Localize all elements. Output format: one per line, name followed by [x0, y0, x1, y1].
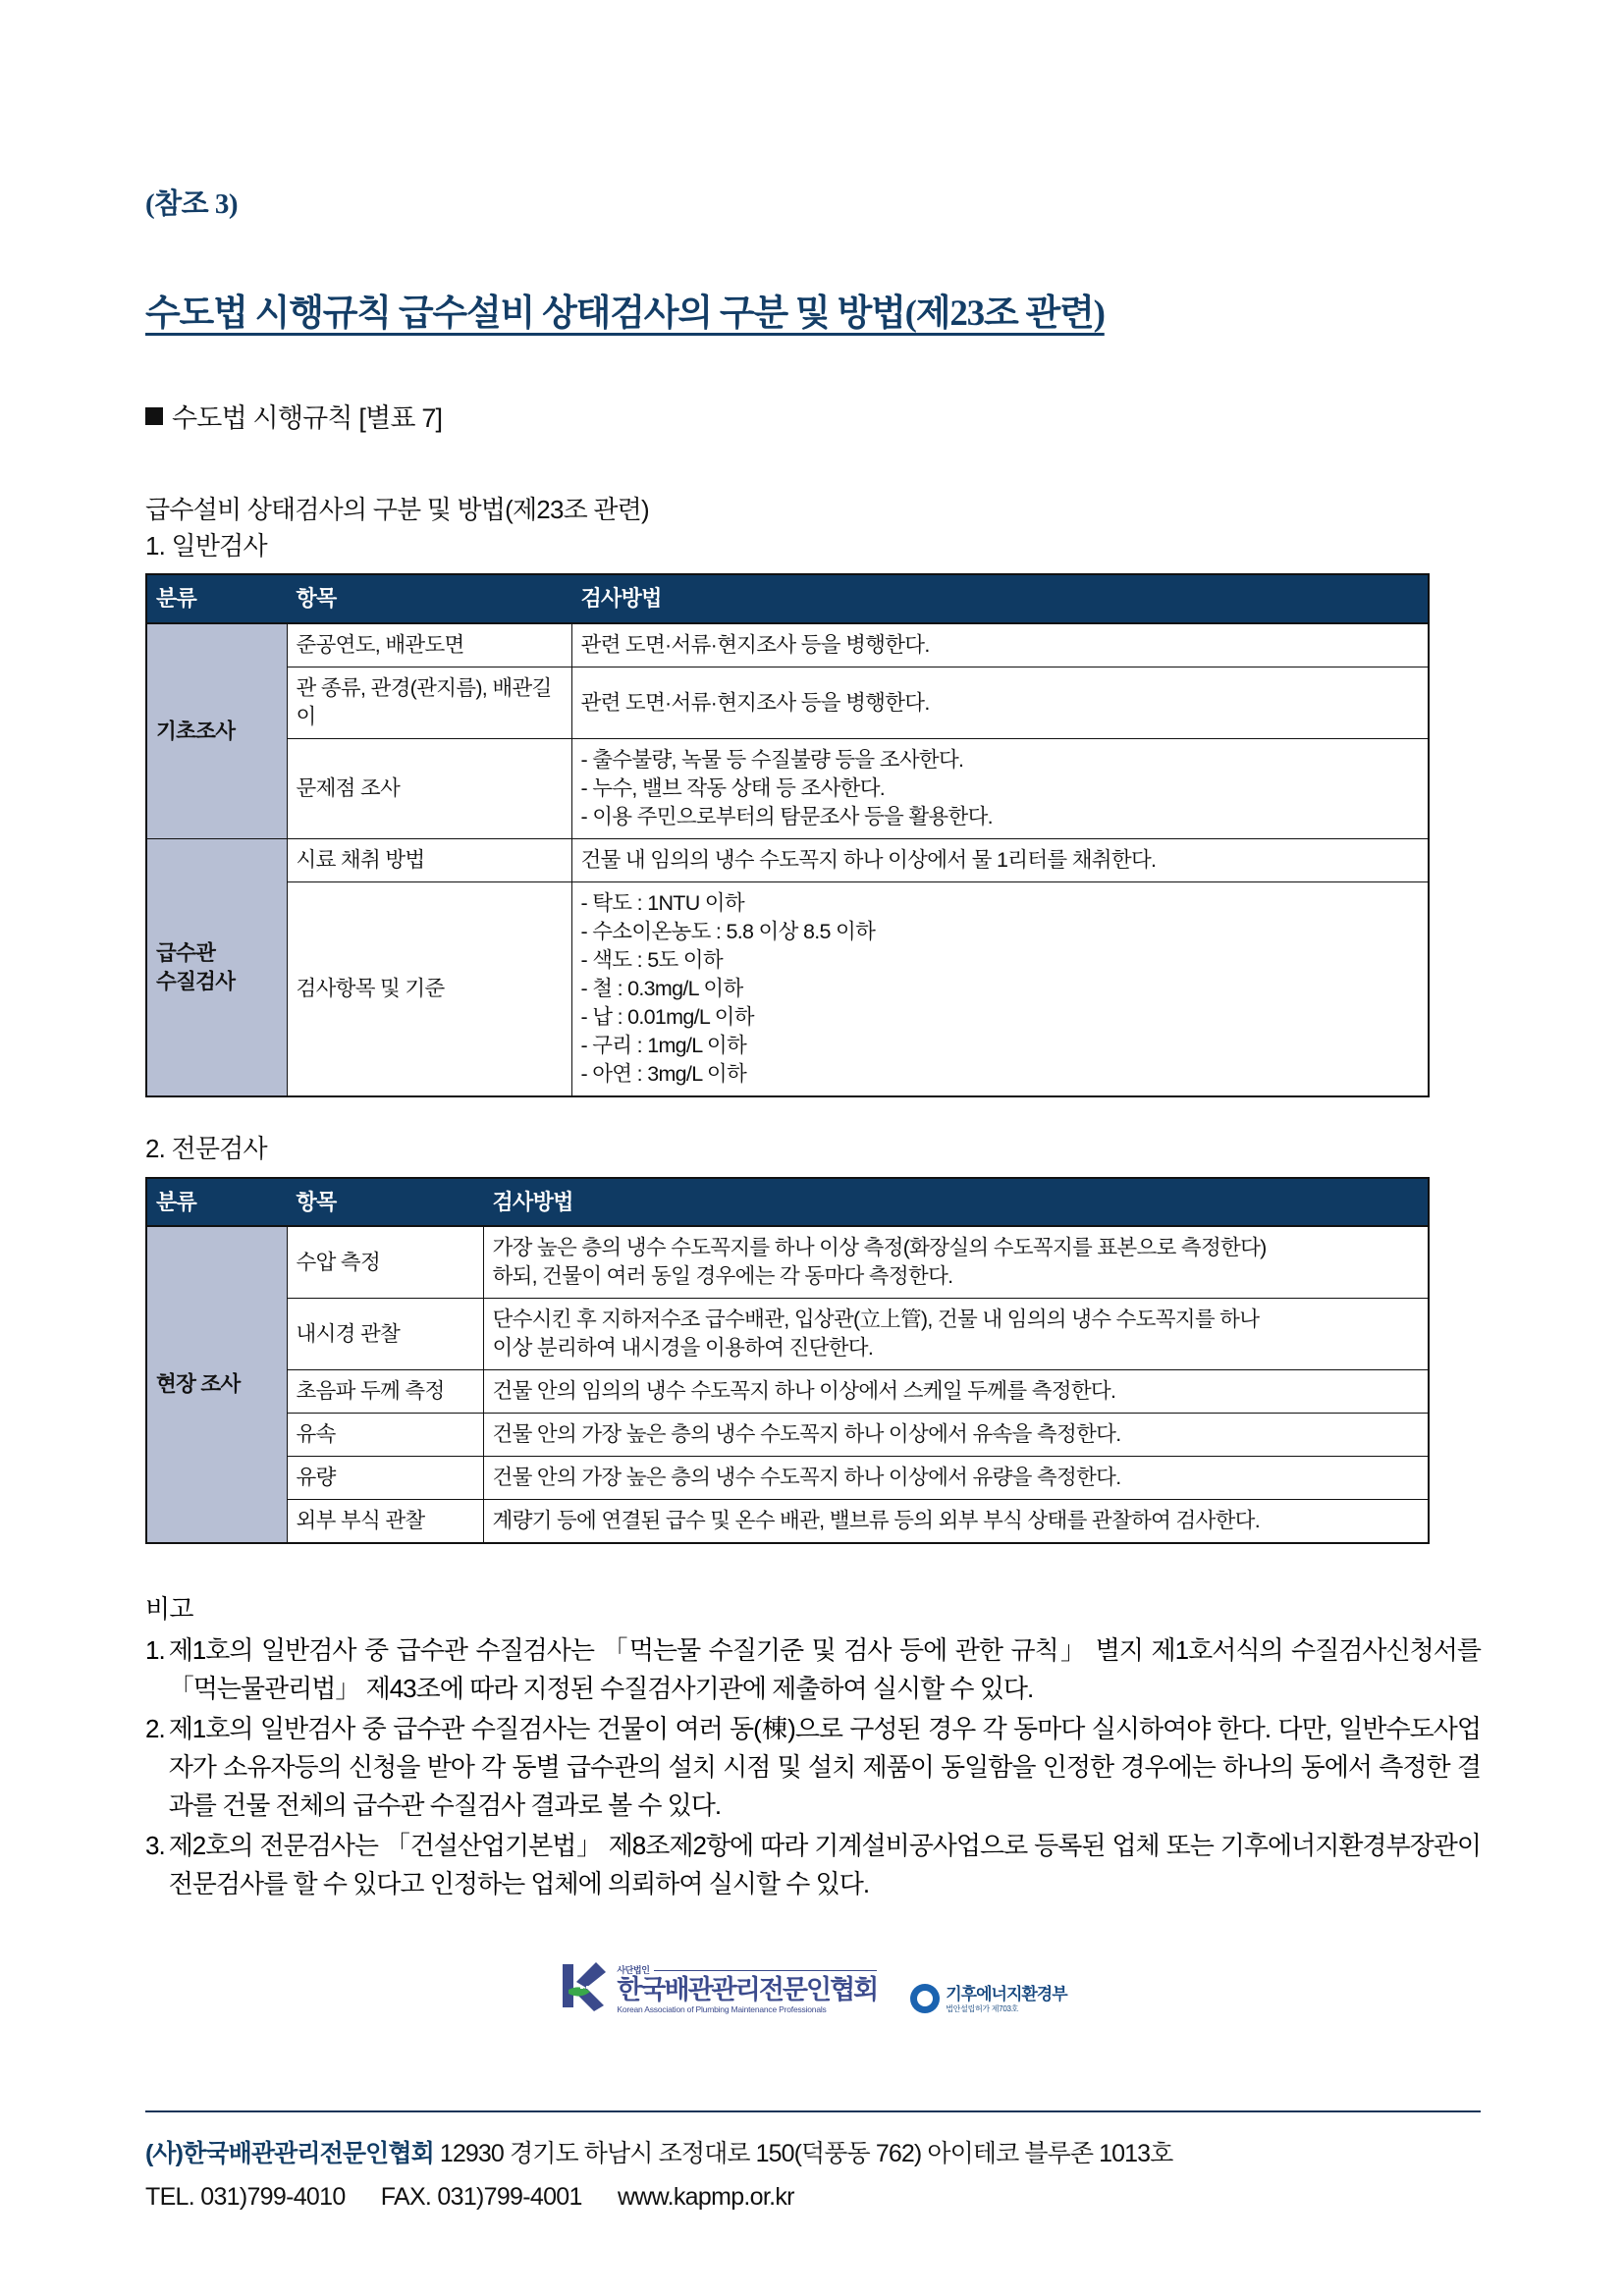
government-sub: 법안설립허가 제703호 — [946, 2003, 1019, 2013]
col-header-category: 분류 — [146, 574, 287, 623]
table-header-row — [146, 574, 1429, 623]
kapmp-divider — [654, 1970, 878, 1971]
general-inspection-body — [146, 623, 1429, 1096]
remark-item — [145, 1827, 1481, 1903]
kapmp-emblem-icon — [559, 1958, 610, 2013]
intro-line: 급수설비 상태검사의 구분 및 방법(제23조 관련) — [145, 495, 649, 524]
table-row — [146, 882, 1429, 1097]
page-footer — [145, 2110, 1481, 2212]
col-header-item: 항목 — [287, 574, 571, 623]
item-cell: 준공연도, 배관도면 — [287, 623, 571, 667]
item-cell: 수압 측정 — [287, 1226, 483, 1299]
item-cell: 유속 — [287, 1414, 483, 1457]
table-row — [146, 1414, 1429, 1457]
method-cell: 관련 도면·서류·현지조사 등을 병행한다. — [571, 623, 1429, 667]
col-header-item: 항목 — [287, 1178, 483, 1227]
remark-item — [145, 1631, 1481, 1708]
table-row — [146, 1500, 1429, 1544]
table-row — [146, 1226, 1429, 1299]
table-row — [146, 1457, 1429, 1500]
law-reference-line — [145, 397, 1481, 435]
item-cell: 외부 부식 관찰 — [287, 1500, 483, 1544]
item-cell: 내시경 관찰 — [287, 1299, 483, 1370]
table-header-row — [146, 1178, 1429, 1227]
kapmp-tagline: 사단법인 — [617, 1964, 650, 1975]
category-cell: 현장 조사 — [146, 1226, 287, 1543]
footer-tel: TEL. 031)799-4010 — [145, 2183, 346, 2211]
remark-text: 제2호의 전문검사는 「건설산업기본법」 제8조제2항에 따라 기계설비공사업으로 등록된 업체 또는 기후에너지환경부장관이 전문검사를 할 수 있다고 인정하는 업체에 의뢰하여 실시할 수 있다. — [168, 1831, 1481, 1899]
method-cell: 관련 도면·서류·현지조사 등을 병행한다. — [571, 667, 1429, 739]
item-cell: 시료 채취 방법 — [287, 839, 571, 882]
method-cell: 가장 높은 층의 냉수 수도꼭지를 하나 이상 측정(화장실의 수도꼭지를 표본으로 측정한다) 하되, 건물이 여러 동일 경우에는 각 동마다 측정한다. — [483, 1226, 1429, 1299]
remark-item — [145, 1710, 1481, 1825]
item-cell: 유량 — [287, 1457, 483, 1500]
government-logo — [910, 1984, 1066, 2013]
page-title: 수도법 시행규칙 급수설비 상태검사의 구분 및 방법(제23조 관련) — [145, 294, 1105, 334]
general-inspection-table — [145, 573, 1430, 1097]
remarks-title: 비고 — [145, 1594, 193, 1625]
government-text-block — [946, 1985, 1066, 2013]
method-cell: - 출수불량, 녹물 등 수질불량 등을 조사한다. - 누수, 밸브 작동 상태 등 조사한다. - 이용 주민으로부터의 탐문조사 등을 활용한다. — [571, 739, 1429, 839]
category-cell: 기초조사 — [146, 623, 287, 839]
item-cell: 문제점 조사 — [287, 739, 571, 839]
law-reference-text: 수도법 시행규칙 [별표 7] — [172, 403, 443, 433]
kapmp-english-name: Korean Association of Plumbing Maintenance Professionals — [617, 2003, 827, 2014]
section-spacer — [145, 1097, 1481, 1131]
footer-website[interactable]: www.kapmp.or.kr — [617, 2183, 794, 2211]
footer-address-line — [145, 2134, 1481, 2169]
table-row — [146, 623, 1429, 667]
remark-text: 제1호의 일반검사 중 급수관 수질검사는 「먹는물 수질기준 및 검사 등에 관한 규칙」 별지 제1호서식의 수질검사신청서를 「먹는물관리법」 제43조에 따라 지정된 수질검사기관에 제출하여 실시할 수 있다. — [168, 1635, 1481, 1704]
method-cell: 건물 안의 임의의 냉수 수도꼭지 하나 이상에서 스케일 두께를 측정한다. — [483, 1370, 1429, 1414]
method-cell: 단수시킨 후 지하저수조 급수배관, 입상관(立上管), 건물 내 임의의 냉수 수도꼭지를 하나 이상 분리하여 내시경을 이용하여 진단한다. — [483, 1299, 1429, 1370]
item-cell: 초음파 두께 측정 — [287, 1370, 483, 1414]
method-cell: 건물 안의 가장 높은 층의 냉수 수도꼭지 하나 이상에서 유량을 측정한다. — [483, 1457, 1429, 1500]
table-row — [146, 667, 1429, 739]
method-cell: 건물 안의 가장 높은 층의 냉수 수도꼭지 하나 이상에서 유속을 측정한다. — [483, 1414, 1429, 1457]
footer-org-name: (사)한국배관관리전문인협회 — [145, 2140, 434, 2167]
government-emblem-icon — [910, 1984, 940, 2013]
table-row — [146, 1299, 1429, 1370]
method-cell: - 탁도 : 1NTU 이하 - 수소이온농도 : 5.8 이상 8.5 이하 - 색도 : 5도 이하 - 철 : 0.3mg/L 이하 - 납 : 0.01mg/L 이하 - 구리 : 1mg/L 이하 - 아연 : 3mg/L 이하 — [571, 882, 1429, 1097]
footer-fax: FAX. 031)799-4001 — [380, 2183, 582, 2211]
kapmp-tagline-row — [617, 1966, 877, 1975]
category-cell: 급수관 수질검사 — [146, 839, 287, 1097]
government-name: 기후에너지환경부 — [946, 1985, 1067, 2004]
kapmp-mark-svg — [559, 1958, 610, 2013]
col-header-method: 검사방법 — [483, 1178, 1429, 1227]
remark-number: 1. — [145, 1635, 165, 1666]
specialized-inspection-body — [146, 1226, 1429, 1543]
document-content — [145, 182, 1481, 2013]
kapmp-text-block — [617, 1966, 877, 2014]
footer-contact-line — [145, 2183, 1481, 2212]
col-header-category: 분류 — [146, 1178, 287, 1227]
kapmp-logo — [559, 1958, 877, 2013]
col-header-method: 검사방법 — [571, 574, 1429, 623]
logo-row — [145, 1958, 1481, 2013]
table-row — [146, 839, 1429, 882]
footer-divider — [145, 2110, 1481, 2112]
method-cell: 계량기 등에 연결된 급수 및 온수 배관, 밸브류 등의 외부 부식 상태를 관찰하여 검사한다. — [483, 1500, 1429, 1544]
table-row — [146, 739, 1429, 839]
item-cell: 검사항목 및 기준 — [287, 882, 571, 1097]
kapmp-name: 한국배관관리전문인협회 — [617, 1974, 878, 2004]
remarks-section — [145, 1589, 1481, 1903]
remark-text: 제1호의 일반검사 중 급수관 수질검사는 건물이 여러 동(棟)으로 구성된 경우 각 동마다 실시하여야 한다. 다만, 일반수도사업자가 소유자등의 신청을 받아 각 동별 급수관의 설치 시점 및 설치 제품이 동일함을 인정한 경우에는 하나의 동에서 측정한 결과를 건물 전체의 급수관 수질검사 결과로 볼 수 있다. — [168, 1714, 1481, 1821]
reference-label: (참조 3) — [145, 188, 239, 220]
method-cell: 건물 내 임의의 냉수 수도꼭지 하나 이상에서 물 1리터를 채취한다. — [571, 839, 1429, 882]
footer-address: 12930 경기도 하남시 조정대로 150(덕풍동 762) 아이테코 블루존 1013호 — [439, 2140, 1173, 2167]
specialized-inspection-table — [145, 1177, 1430, 1545]
item-cell: 관 종류, 관경(관지름), 배관길이 — [287, 667, 571, 739]
table-row — [146, 1370, 1429, 1414]
square-bullet-icon — [145, 407, 163, 425]
section1-heading: 1. 일반검사 — [145, 530, 267, 561]
section2-heading: 2. 전문검사 — [145, 1134, 267, 1164]
remark-number: 3. — [145, 1831, 165, 1861]
remark-number: 2. — [145, 1714, 165, 1744]
